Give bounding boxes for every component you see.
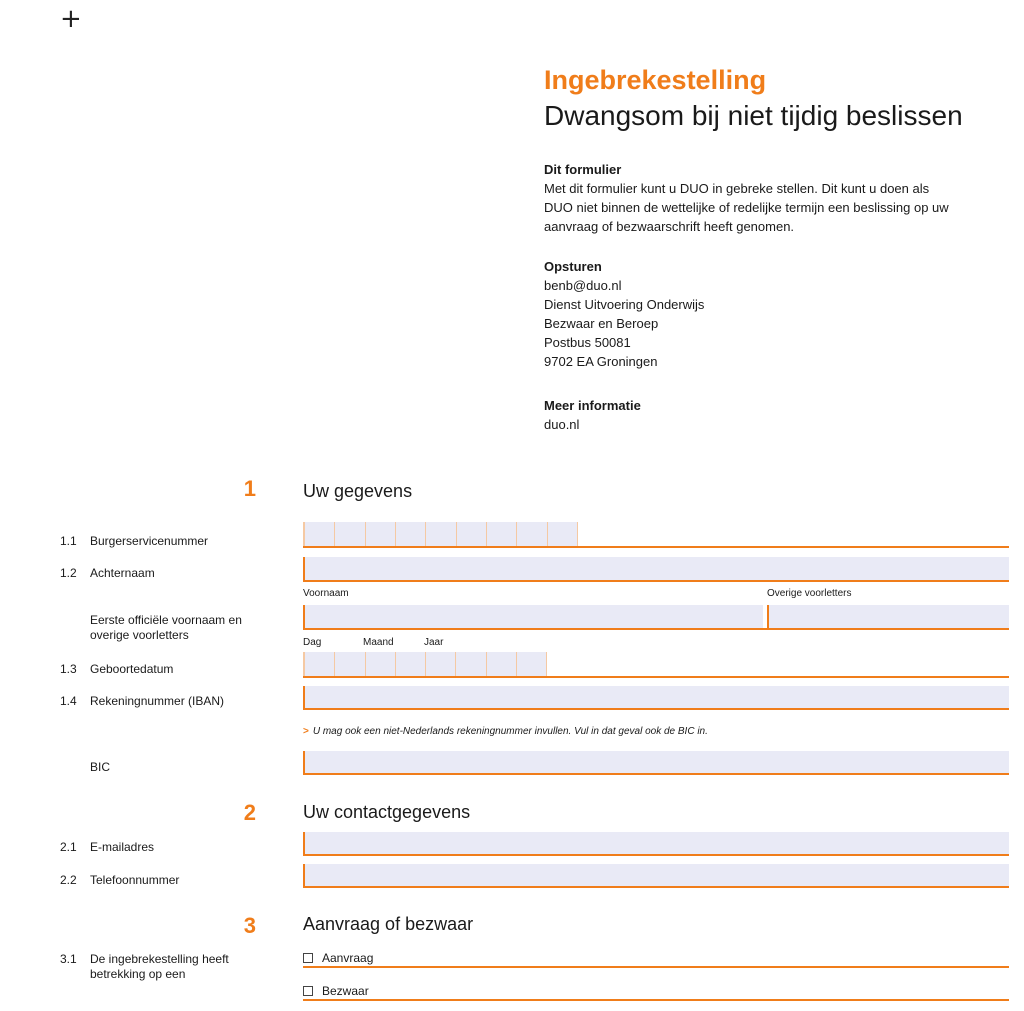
digit-box[interactable] (486, 652, 516, 676)
row-label: BIC (90, 760, 111, 774)
row-number: 2.2 (60, 873, 77, 887)
overige-voorletters-field[interactable] (767, 605, 1009, 628)
info-heading: Opsturen (544, 259, 602, 274)
row-label (90, 613, 290, 643)
digit-box[interactable] (334, 522, 364, 546)
section-number: 3 (243, 913, 256, 938)
telefoon-field[interactable] (303, 864, 1009, 886)
field-underline (303, 546, 1009, 548)
field-underline (303, 628, 1009, 630)
info-heading: Meer informatie (544, 398, 641, 413)
row-label: Geboortedatum (90, 662, 174, 676)
field-underline (303, 773, 1009, 775)
info-opsturen (544, 257, 704, 371)
row-number: 1.3 (60, 662, 77, 676)
section-title: Uw gegevens (303, 481, 413, 501)
row-label: Rekeningnummer (IBAN) (90, 694, 225, 708)
website-link[interactable]: duo.nl (544, 417, 580, 432)
voornaam-label: Voornaam (303, 588, 349, 599)
digit-box[interactable] (365, 522, 395, 546)
info-line: DUO niet binnen de wettelijke of redelijke termijn een beslissing op uw (544, 200, 949, 215)
info-line: aanvraag of bezwaarschrift heeft genomen. (544, 219, 795, 234)
email-address[interactable]: benb@duo.nl (544, 278, 622, 293)
digit-box[interactable] (456, 522, 486, 546)
info-heading: Dit formulier (544, 162, 622, 177)
note-text: U mag ook een niet-Nederlands rekeningnummer invullen. Vul in dat geval ook de BIC in. (312, 726, 708, 737)
digit-box[interactable] (425, 522, 455, 546)
row-number: 3.1 (60, 952, 77, 966)
aanvraag-checkbox[interactable] (303, 953, 313, 963)
dag-label: Dag (303, 637, 322, 648)
row-label-line: overige voorletters (90, 628, 189, 642)
field-underline (303, 676, 1009, 678)
digit-box[interactable] (303, 522, 334, 546)
iban-note (303, 726, 708, 737)
digit-box[interactable] (425, 652, 455, 676)
digit-box[interactable] (455, 652, 485, 676)
email-field[interactable] (303, 832, 1009, 854)
section-title: Aanvraag of bezwaar (303, 914, 474, 934)
info-line: 9702 EA Groningen (544, 354, 658, 369)
achternaam-field[interactable] (303, 557, 1009, 580)
field-underline (303, 966, 1009, 968)
digit-box[interactable] (395, 652, 425, 676)
row-number: 1.2 (60, 566, 77, 580)
info-line: Dienst Uitvoering Onderwijs (544, 297, 705, 312)
chevron-right-icon: > (303, 726, 309, 737)
row-label-line: Eerste officiële voornaam en (90, 613, 242, 627)
section-number: 1 (243, 476, 256, 501)
row-number: 1.4 (60, 694, 77, 708)
row-label: Achternaam (90, 566, 155, 580)
info-dit-formulier (544, 160, 949, 236)
digit-box[interactable] (303, 652, 334, 676)
row-number: 2.1 (60, 840, 77, 854)
row-label (90, 952, 290, 982)
field-underline (303, 886, 1009, 888)
geboortedatum-input[interactable] (303, 652, 547, 676)
field-underline (303, 580, 1009, 582)
aanvraag-label: Aanvraag (322, 951, 374, 965)
digit-box[interactable] (486, 522, 516, 546)
bsn-input[interactable] (303, 522, 578, 546)
digit-box[interactable] (516, 652, 547, 676)
info-line: Met dit formulier kunt u DUO in gebreke stellen. Dit kunt u doen als (544, 181, 930, 196)
field-underline (303, 708, 1009, 710)
form-title: Ingebrekestelling (544, 65, 767, 95)
row-label-line: De ingebrekestelling heeft (90, 952, 229, 966)
row-label: E-mailadres (90, 840, 155, 854)
section-number: 2 (243, 800, 256, 825)
row-label: Telefoonnummer (90, 873, 180, 887)
overige-voorletters-label: Overige voorletters (767, 588, 852, 599)
row-label: Burgerservicenummer (90, 534, 209, 548)
digit-box[interactable] (395, 522, 425, 546)
voornaam-field[interactable] (303, 605, 763, 628)
iban-field[interactable] (303, 686, 1009, 708)
form-subtitle: Dwangsom bij niet tijdig beslissen (544, 100, 963, 131)
plus-icon: + (60, 4, 82, 34)
maand-label: Maand (363, 637, 394, 648)
bic-field[interactable] (303, 751, 1009, 773)
info-line: Postbus 50081 (544, 335, 631, 350)
bezwaar-label: Bezwaar (322, 984, 369, 998)
digit-box[interactable] (365, 652, 395, 676)
info-line: Bezwaar en Beroep (544, 316, 659, 331)
bezwaar-checkbox[interactable] (303, 986, 313, 996)
section-title: Uw contactgegevens (303, 802, 471, 822)
field-underline (303, 854, 1009, 856)
digit-box[interactable] (334, 652, 364, 676)
row-number: 1.1 (60, 534, 77, 548)
jaar-label: Jaar (424, 637, 444, 648)
row-label-line: betrekking op een (90, 967, 186, 981)
info-meer (544, 396, 641, 434)
digit-box[interactable] (516, 522, 546, 546)
digit-box[interactable] (547, 522, 578, 546)
field-underline (303, 999, 1009, 1001)
